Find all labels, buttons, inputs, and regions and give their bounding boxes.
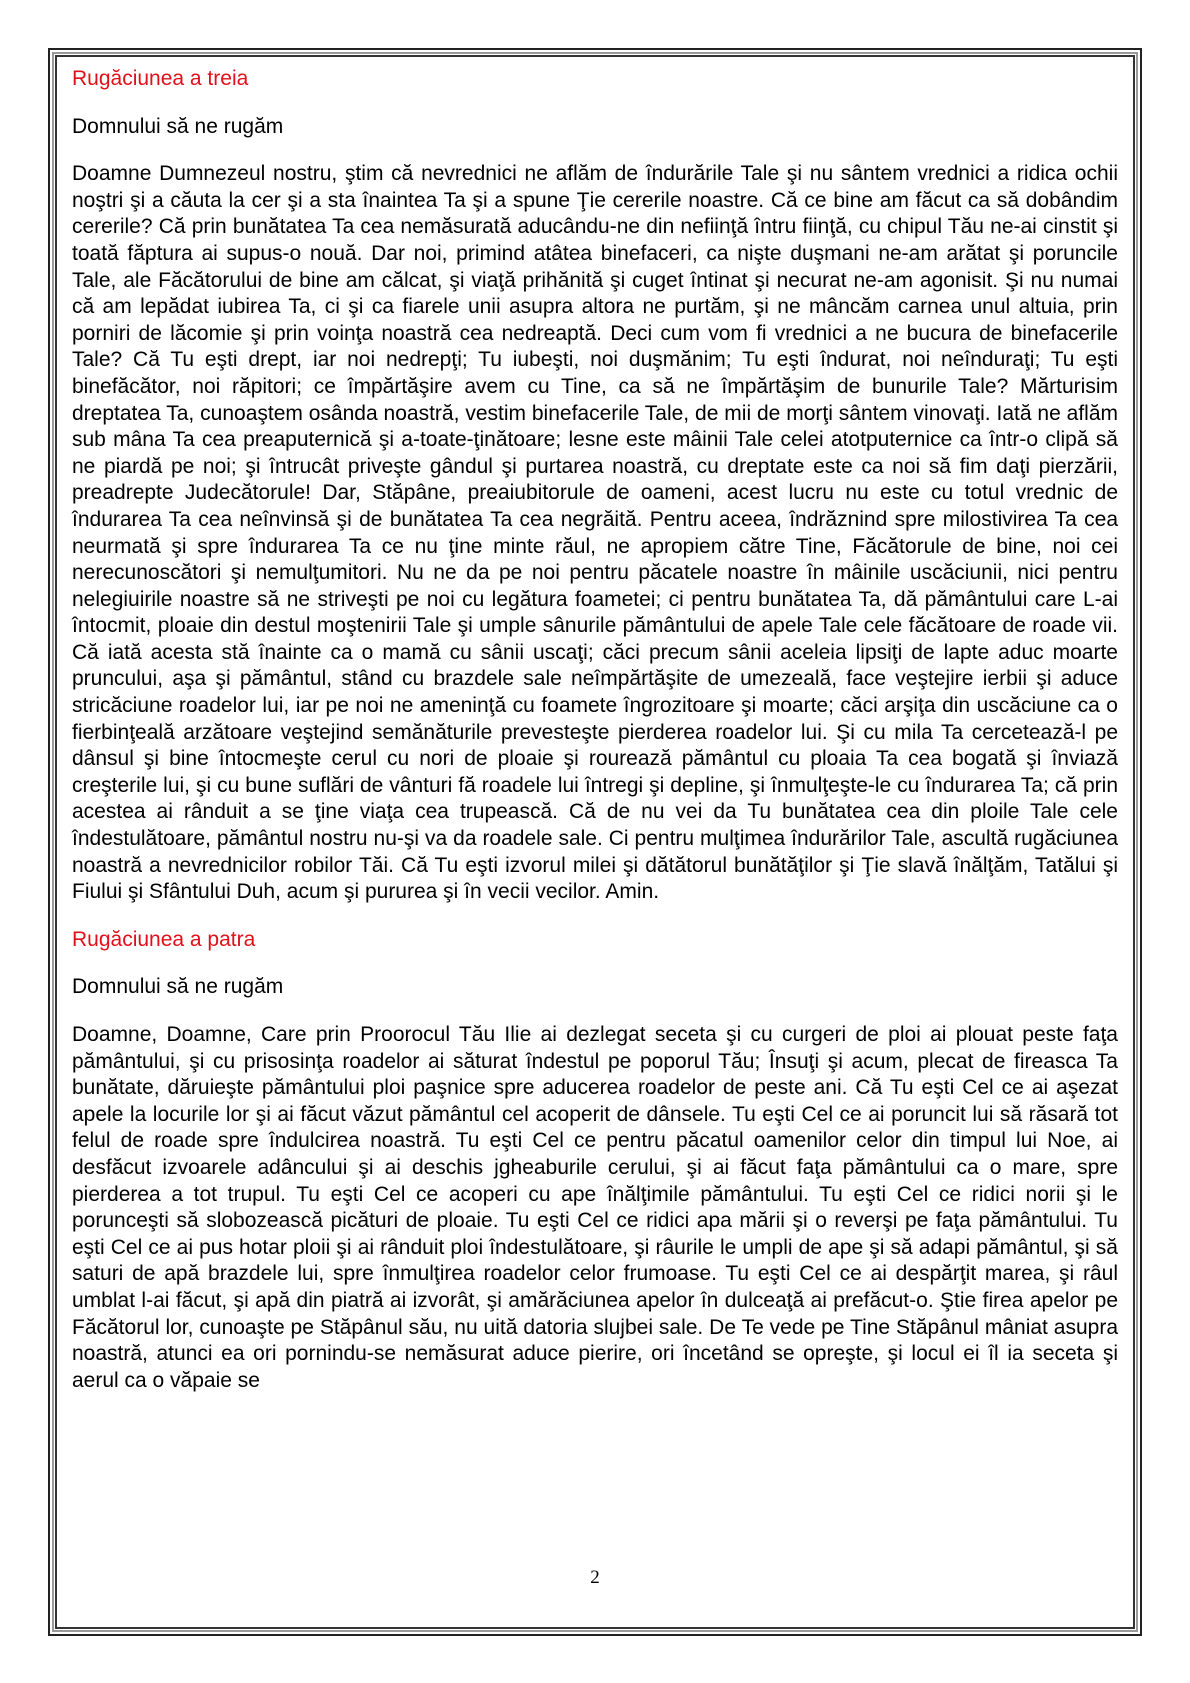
prayer-paragraph: Doamne, Doamne, Care prin Proorocul Tău Ilie ai dezlegat seceta şi cu curgeri de ploi ai plouat peste faţa pământului, şi cu prisosinţa roadelor ai săturat îndestul pe poporul Tău; Însuţi şi acum, plecat de fireasca Ta bunătate, dăruieşte pământului ploi paşnice spre aducerea roadelor de peste ani. Că Tu eşti Cel ce ai aşezat apele la locurile lor şi ai făcut văzut pământul cel acoperit de dânsele. Tu eşti Cel ce ai poruncit lui să răsară tot felul de roade spre îndulcirea noastră. Tu eşti Cel ce pentru păcatul oamenilor celor din timpul lui Noe, ai desfăcut izvoarele adâncului şi ai deschis jgheaburile cerului, şi ai făcut faţa pământului ca o mare, spre pierderea a tot trupul. Tu eşti Cel ce acoperi cu ape înălţimile pământului. Tu eşti Cel ce ridici norii şi le porunceşti să slobozească picături de ploaie. Tu eşti Cel ce ridici apa mării şi o reverşi pe faţa pământului. Tu eşti Cel ce ai pus hotar ploii şi ai rânduit ploi îndestulătoare, şi râurile le umpli de ape şi să adapi pământul, şi să saturi de apă brazdele lui, spre înmulţirea roadelor celor frumoase. Tu eşti Cel ce ai despărţit marea, şi râul umblat l-ai făcut, şi apă din piatră ai izvorât, şi amărăciunea apelor în dulceaţă ai prefăcut-o. Ştie firea apelor pe Făcătorul lor, cunoaşte pe Stăpânul său, nu uită datoria slujbei sale. De Te vede pe Tine Stăpânul mâniat asupra noastră, atunci ea ori pornindu-se nemăsurat aduce pierire, ori încetând se opreşte, şi locul ei îl ia seceta şi aerul ca o văpaie se xyxy=(72,1023,1118,1392)
prayer-section-third xyxy=(72,66,1118,906)
invocation-line: Domnului să ne rugăm xyxy=(72,114,284,138)
prayer-section-fourth xyxy=(72,927,1118,1395)
invocation-line: Domnului să ne rugăm xyxy=(72,975,284,999)
section-heading: Rugăciunea a treia xyxy=(72,67,249,90)
section-heading: Rugăciunea a patra xyxy=(72,927,256,951)
document-body xyxy=(72,66,1118,1415)
prayer-paragraph: Doamne Dumnezeul nostru, ştim că nevrednici ne aflăm de îndurările Tale şi nu sântem vrednici a ridica ochii noştri şi a căuta la cer şi a sta înaintea Ta şi a spune Ţie cererile noastre. Că ce bine am făcut ca să dobândim cererile? Că prin bunătatea Ta cea nemăsurată aducându-ne din nefiinţă întru fiinţă, cu chipul Tău ne-ai cinstit şi toată făptura ai supus-o nouă. Dar noi, primind atâtea binefaceri, ca nişte duşmani ne-am arătat şi poruncile Tale, ale Făcătorului de bine am călcat, şi viaţă prihănită şi cuget întinat şi necurat ne-am agonisit. Şi nu numai că am lepădat iubirea Ta, ci şi ca fiarele unii asupra altora ne purtăm, şi ne mâncăm carnea unul altuia, prin porniri de lăcomie şi prin voinţa noastră cea nedreaptă. Deci cum vom fi vrednici a ne bucura de binefacerile Tale? Că Tu eşti drept, iar noi nedrepţi; Tu iubeşti, noi duşmănim; Tu eşti îndurat, noi neînduraţi; Tu eşti binefăcător, noi răpitori; ce împărtăşire avem cu Tine, ca să ne împărtăşim de bunurile Tale? Mărturisim dreptatea Ta, cunoaştem osânda noastră, vestim binefacerile Tale, de mii de morţi sântem vinovaţi. Iată ne aflăm sub mâna Ta cea preaputernică şi a-toate-ţinătoare; lesne este mâinii Tale celei atotputernice ca într-o clipă să ne piardă pe noi; şi întrucât priveşte gândul şi purtarea noastră, cu dreptate este ca noi să fim daţi pierzării, preadrepte Judecătorule! Dar, Stăpâne, preaiubitorule de oameni, acest lucru nu este cu totul vrednic de îndurarea Ta cea neînvinsă şi de bunătatea Ta cea negrăită. Pentru aceea, îndrăznind spre milostivirea Ta cea neurmată şi spre îndurarea Ta ce nu ţine minte răul, ne apropiem către Tine, Făcătorule de bine, noi cei nerecunoscători şi nemulţumitori. Nu ne da pe noi pentru păcatele noastre în mâinile uscăciunii, nici pentru nelegiuirile noastre să ne striveşti pe noi cu legătura foametei; ci pentru bunătatea Ta, dă pământului care L-ai întocmit, ploaie din destul moştenirii Tale şi umple sânurile pământului de apele Tale cele făcătoare de roade vii. Că iată acesta stă înainte ca o mamă cu sânii uscaţi; căci precum sânii aceleia lipsiţi de lapte aduc moarte pruncului, aşa şi pământul, stând cu brazdele sale neîmpărtăşite de umezeală, face veştejire ierbii şi aduce stricăciune roadelor lui, iar pe noi ne ameninţă cu foamete îngrozitoare şi moarte; căci arşiţa din uscăciune ca o fierbinţeală arzătoare veştejind semănăturile prevesteşte pierderea roadelor lui. Şi cu mila Ta cercetează-l pe dânsul şi bine întocmeşte cerul cu nori de ploaie şi rourează pământul cu ploaia Ta cea bogată şi înviază creşterile lui, şi cu bune suflări de vânturi fă roadele lui întregi şi depline, şi înmulţeşte-le cu îndurarea Ta; că prin acestea ai rânduit a se ţine viaţa cea trupească. Că de nu vei da Tu bunătatea cea din ploile Tale cele îndestulătoare, pământul nostru nu-şi va da roadele sale. Ci pentru mulţimea îndurărilor Tale, ascultă rugăciunea noastră a nevrednicilor robilor Tăi. Că Tu eşti izvorul milei şi dătătorul bunătăţilor şi Ţie slavă înălţăm, Tatălui şi Fiului şi Sfântului Duh, acum şi pururea şi în vecii vecilor. Amin. xyxy=(72,162,1118,904)
page-number: 2 xyxy=(590,1567,600,1588)
